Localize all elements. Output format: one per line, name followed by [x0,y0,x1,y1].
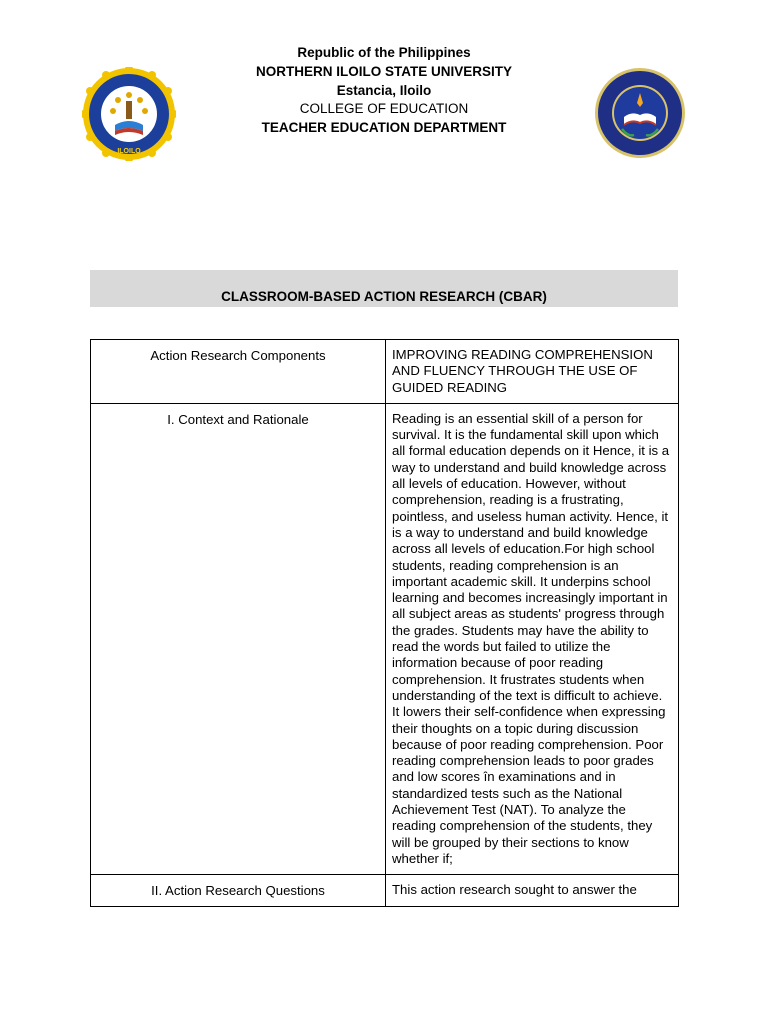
title-bar [90,270,678,307]
content-cell [386,875,679,906]
document-title: CLASSROOM-BASED ACTION RESEARCH (CBAR) [221,289,547,304]
component-cell [91,875,386,906]
component-label: II. Action Research Questions [151,883,325,899]
component-label: Action Research Components [150,348,326,363]
document-header [184,44,584,138]
university-seal-left [82,67,176,161]
research-title: IMPROVING READING COMPREHENSION AND FLUENCY THROUGH THE USE OF GUIDED READING [392,347,653,395]
header-country: Republic of the Philippines [297,45,471,60]
component-cell [91,403,386,874]
table-row [91,403,679,874]
content-cell [386,403,679,874]
header-university: NORTHERN ILOILO STATE UNIVERSITY [255,63,512,79]
component-cell [91,340,386,404]
content-cell [386,340,679,404]
component-label: I. Context and Rationale [167,411,309,427]
table-row [91,875,679,906]
research-questions-text: This action research sought to answer the [392,882,637,898]
seal-left-bottom-text: ILOILO [117,148,141,155]
table-row [91,340,679,404]
action-research-table [90,339,679,907]
header-college: COLLEGE OF EDUCATION [299,101,469,117]
header-department: TEACHER EDUCATION DEPARTMENT [261,120,507,136]
college-seal-right [594,67,686,159]
context-rationale-text: Reading is an essential skill of a person for survival. It is the fundamental skill upon which all formal education depends on it Hence, it is a way to understand and build knowledge across all levels of education. However, without comprehension, reading is a frustrating, pointless, and useless human activity. Hence, it is a way to understand and build knowledge across all levels of education.For high school students, reading comprehension is an important academic skill. It underpins school learning and becomes increasingly important in all subject areas as students' progress through the grades. Students may have the ability to read the words but failed to utilize the information because of poor reading comprehension. It frustrates students when understanding of the text is difficult to achieve. It lowers their self-confidence when expressing their thoughts on a topic during discussion because of poor reading comprehension. Poor reading comprehension leads to poor grades and low scores în examinations and in standardized tests such as the National Achievement Test (NAT). To analyze the reading comprehension of the students, they will be grouped by their sections to know whether if; [392,410,670,866]
header-location: Estancia, Iloilo [336,82,432,98]
